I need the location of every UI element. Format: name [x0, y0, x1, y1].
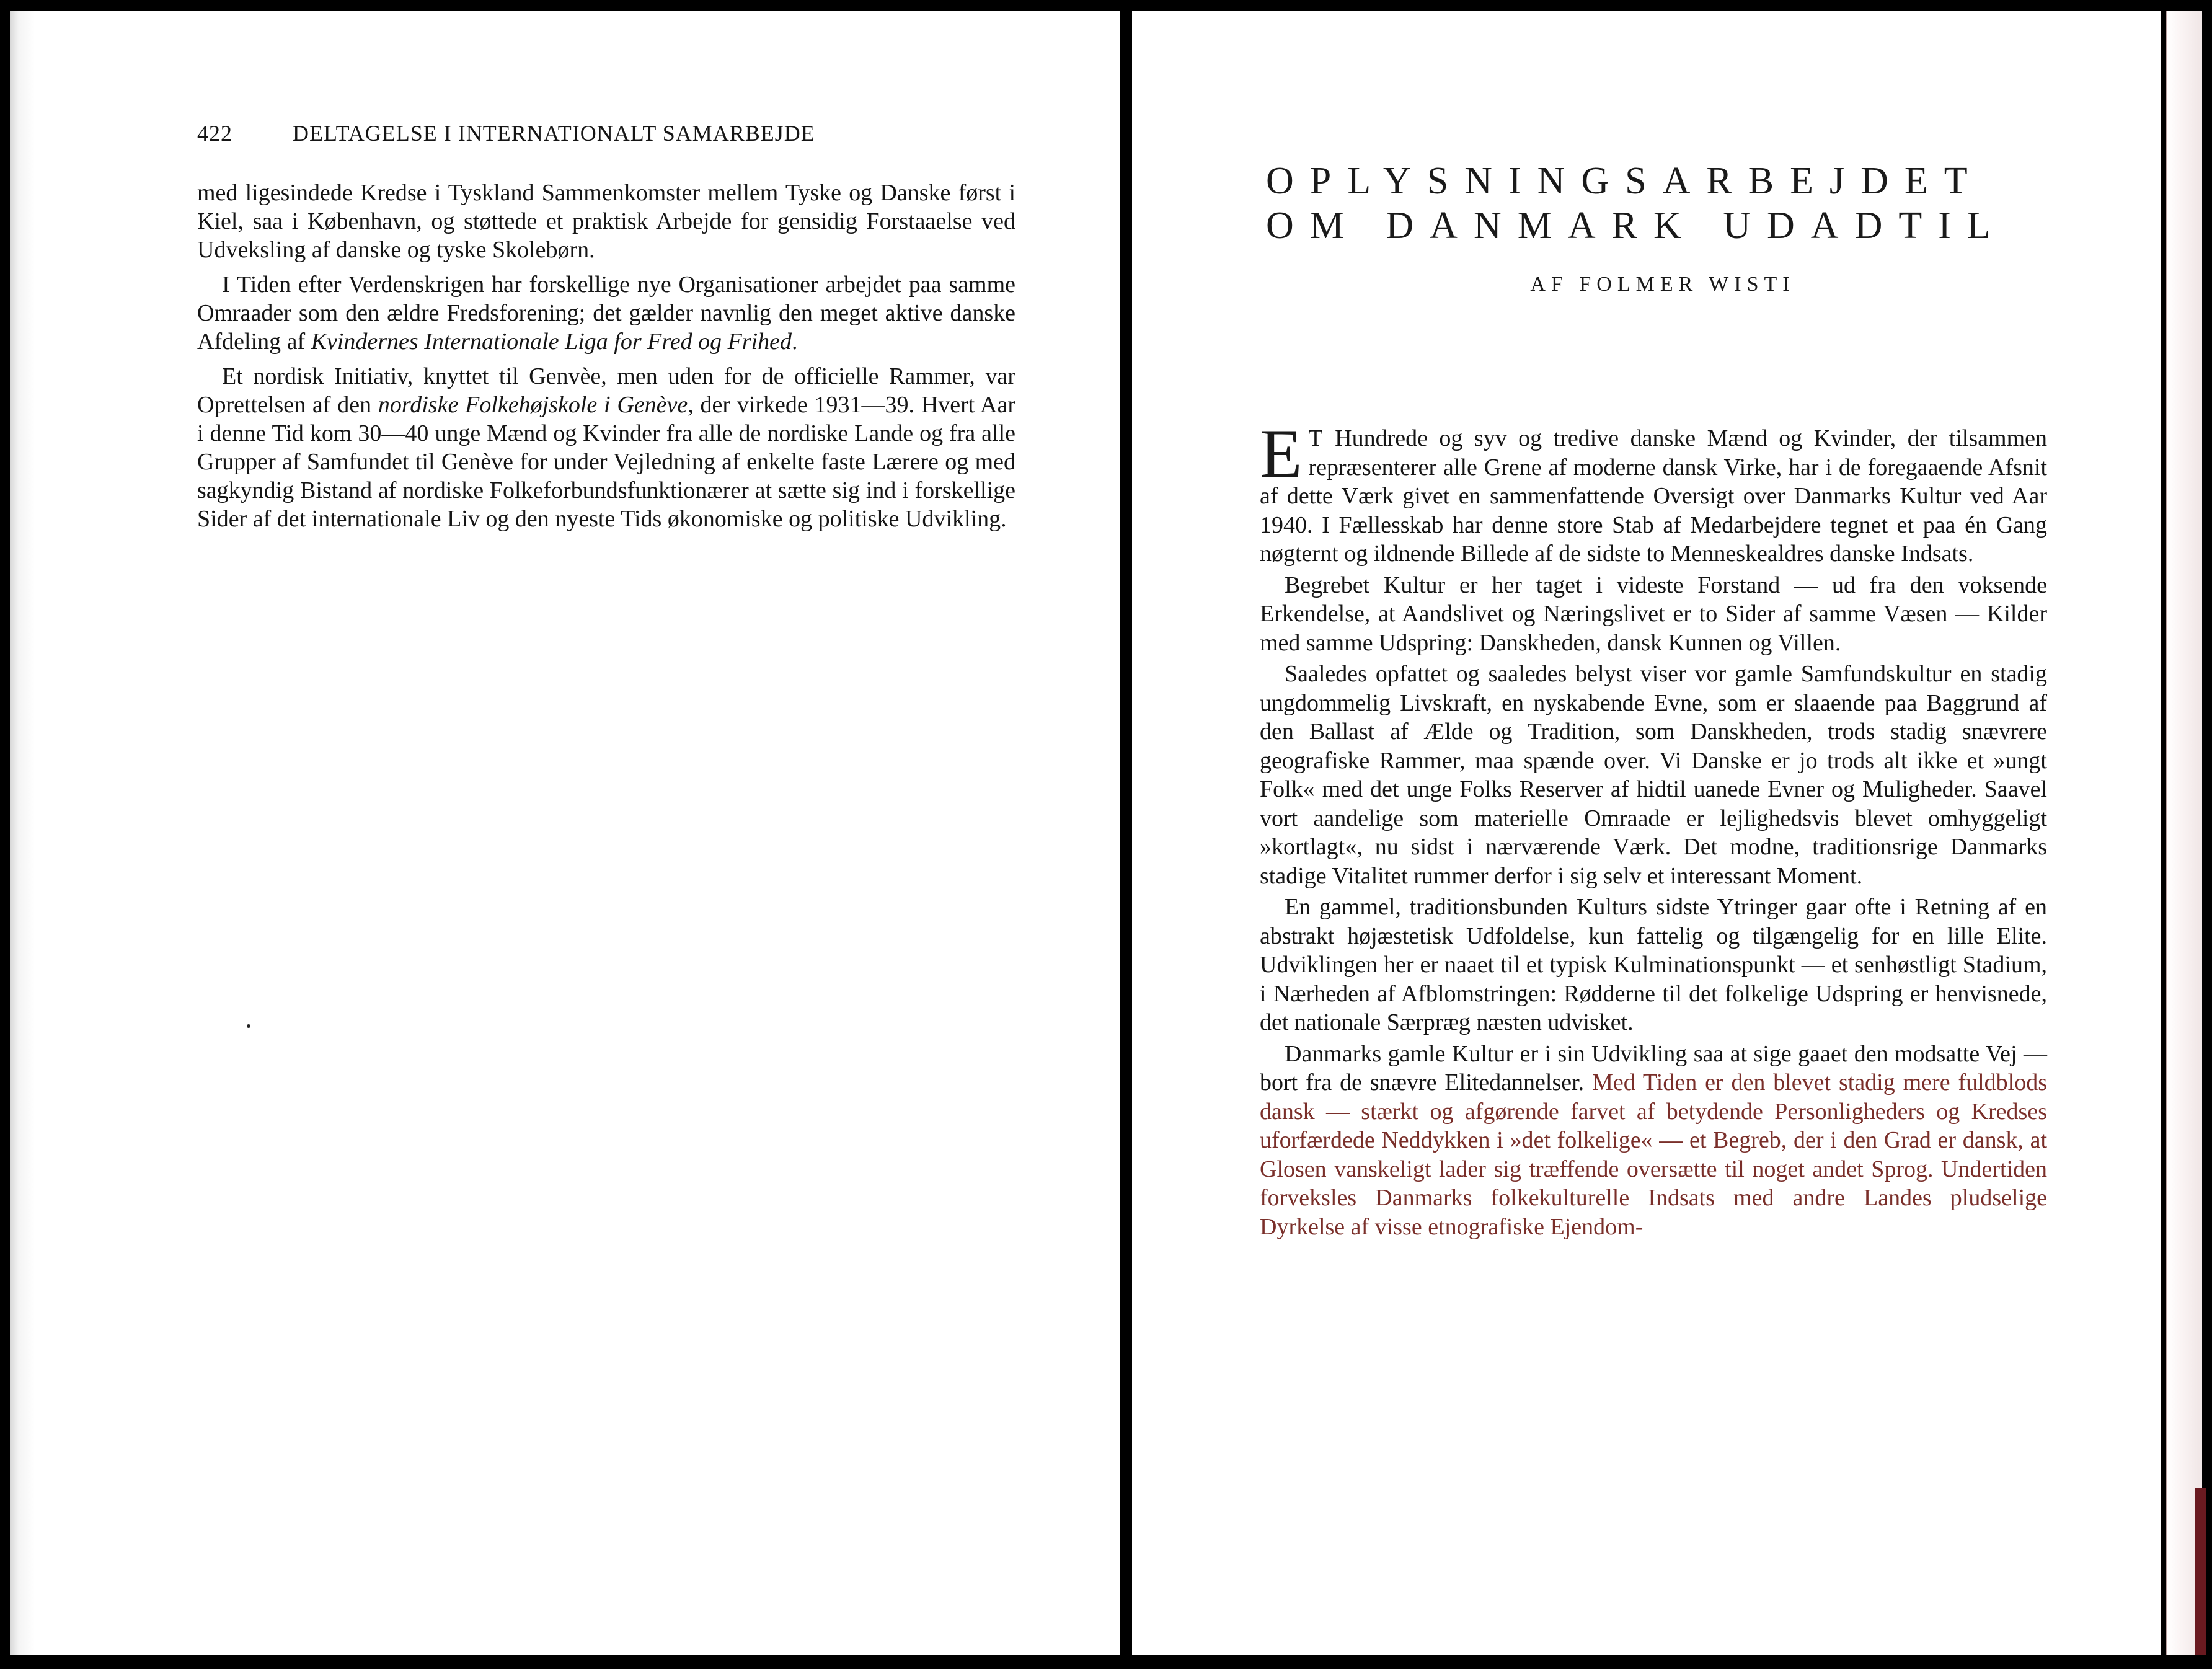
- left-paragraph-3-end: , der virkede 1931—39. Hvert Aar i denne Tid kom 30—40 unge Mænd og Kvinder fra alle de nordiske Lande og fra alle Grupper af Samfundet til Genève for under Vejledning af enkelte faste Lærere og med sagkyndig Bistand af nordiske Folkeforbundsfunktionærer at sætte sig ind i forskellige Sider af det internationale Liv og den nyeste Tids økonomiske og politiske Udvikling.: [197, 392, 1015, 532]
- right-paragraph-5: [1260, 1040, 2047, 1242]
- right-paragraph-1-text: Hundrede og syv og tredive danske Mænd og Kvinder, der tilsammen repræsenterer alle Grene af moderne dansk Virke, har i de foregaaende Afsnit af dette Værk givet en sammenfattende Oversigt over Danmarks Kultur ved Aar 1940. I Fællesskab har denne store Stab af Medarbejdere tegnet et paa én Gang nøgternt og ildnende Billede af de sidste to Menneskealdres danske Indsats.: [1260, 425, 2047, 567]
- left-body-text: [197, 179, 1015, 539]
- page-fore-edge: [2166, 11, 2202, 1655]
- drop-cap: E: [1260, 415, 1303, 492]
- left-paragraph-2: [197, 270, 1015, 356]
- right-paragraph-5-faded-text: Med Tiden er den blevet stadig mere fuldblods dansk — stærkt og afgørende farvet af betydende Personligheders og Kredses uforfærdede Neddykken i »det folkelige« — et Begreb, der i den Grad er dansk, at Glosen vanskeligt lader sig træffende oversætte til noget andet Sprog. Undertiden forveksles Danmarks folkekulturelle Indsats med andre Landes pludselige Dyrkelse af visse etnografiske Ejendom-: [1260, 1069, 2048, 1240]
- page-number: 422: [197, 121, 232, 146]
- left-paragraph-2-italic: Kvindernes Internationale Liga for Fred og Frihed: [311, 329, 792, 355]
- author-byline: AF FOLMER WISTI: [1530, 273, 1795, 296]
- running-head-title: DELTAGELSE I INTERNATIONALT SAMARBEJDE: [293, 121, 815, 146]
- left-paragraph-2-text: I Tiden efter Verdenskrigen har forskellige nye Organisationer arbejdet paa samme Omraader som den ældre Fredsforening; det gælder navnlig den meget aktive danske Afdeling af: [197, 272, 1015, 355]
- right-paragraph-4: En gammel, traditionsbunden Kulturs sidste Ytringer gaar ofte i Retning af en abstrakt højæstetisk Udfoldelse, kun fattelig og tilgængelig for en lille Elite. Udviklingen her er naaet til et typisk Kulminationspunkt — et senhøstligt Stadium, i Nærheden af Afblomstringen: Rødderne til det folkelige Udspring er henvisnede, det nationale Særpræg næsten udvisket.: [1260, 894, 2047, 1035]
- chapter-heading-line-1: OPLYSNINGSARBEJDET: [1266, 160, 1984, 202]
- left-paragraph-1-text: med ligesindede Kredse i Tyskland Sammenkomster mellem Tyske og Danske først i Kiel, saa i København, og støttede et praktisk Arbejde for gensidig Forstaaelse ved Udveksling af danske og tyske Skolebørn.: [197, 180, 1015, 263]
- right-paragraph-2: Begrebet Kultur er her taget i videste Forstand — ud fra den voksende Erkendelse, at Aandslivet og Næringslivet er to Sider af samme Væsen — Kilder med samme Udspring: Danskheden, dansk Kunnen og Villen.: [1260, 572, 2047, 656]
- right-paragraph-1: [1260, 415, 2047, 569]
- chapter-heading: [1266, 159, 2066, 248]
- right-paragraph-3: Saaledes opfattet og saaledes belyst viser vor gamle Samfundskultur en stadig ungdommelig Livskraft, en nyskabende Evne, som er slaaende paa Baggrund af den Ballast af Ælde og Tradition, som Danskheden, trods stadig snævrere geografiske Rammer, maa spænde over. Vi Danske er jo trods alt ikke et »ungt Folk« med det unge Folks Reserver af hidtil uanede Evner og Muligheder. Saavel vort aandelige som materielle Omraade er lejlighedsvis blevet omhyggeligt »kortlagt«, nu sidst i nærværende Værk. Det modne, traditionsrige Danmarks stadige Vitalitet rummer derfor i sig selv et interessant Moment.: [1260, 661, 2047, 889]
- right-page: [1132, 11, 2161, 1655]
- running-head: [197, 120, 1040, 151]
- left-paragraph-2-end: .: [792, 329, 798, 355]
- left-paragraph-1: [197, 179, 1015, 264]
- left-paragraph-3-text: Et nordisk Initiativ, knyttet til Genvèe, men uden for de officielle Rammer, var Oprettelsen af den: [197, 363, 1015, 418]
- right-body-text: [1260, 415, 2048, 1244]
- left-paragraph-3-italic: nordiske Folkehøjskole i Genève: [378, 392, 688, 418]
- left-paragraph-3: [197, 362, 1015, 533]
- right-paragraph-5-text: Danmarks gamle Kultur er i sin Udvikling saa at sige gaaet den modsatte Vej — bort fra de snævre Elitedannelser.: [1260, 1040, 2047, 1096]
- first-word-rest: T: [1308, 425, 1324, 451]
- binding-edge: [2195, 1488, 2206, 1655]
- chapter-heading-line-2: OM DANMARK UDADTIL: [1266, 205, 2007, 247]
- stray-mark: [247, 1024, 250, 1028]
- left-page: [10, 11, 1120, 1655]
